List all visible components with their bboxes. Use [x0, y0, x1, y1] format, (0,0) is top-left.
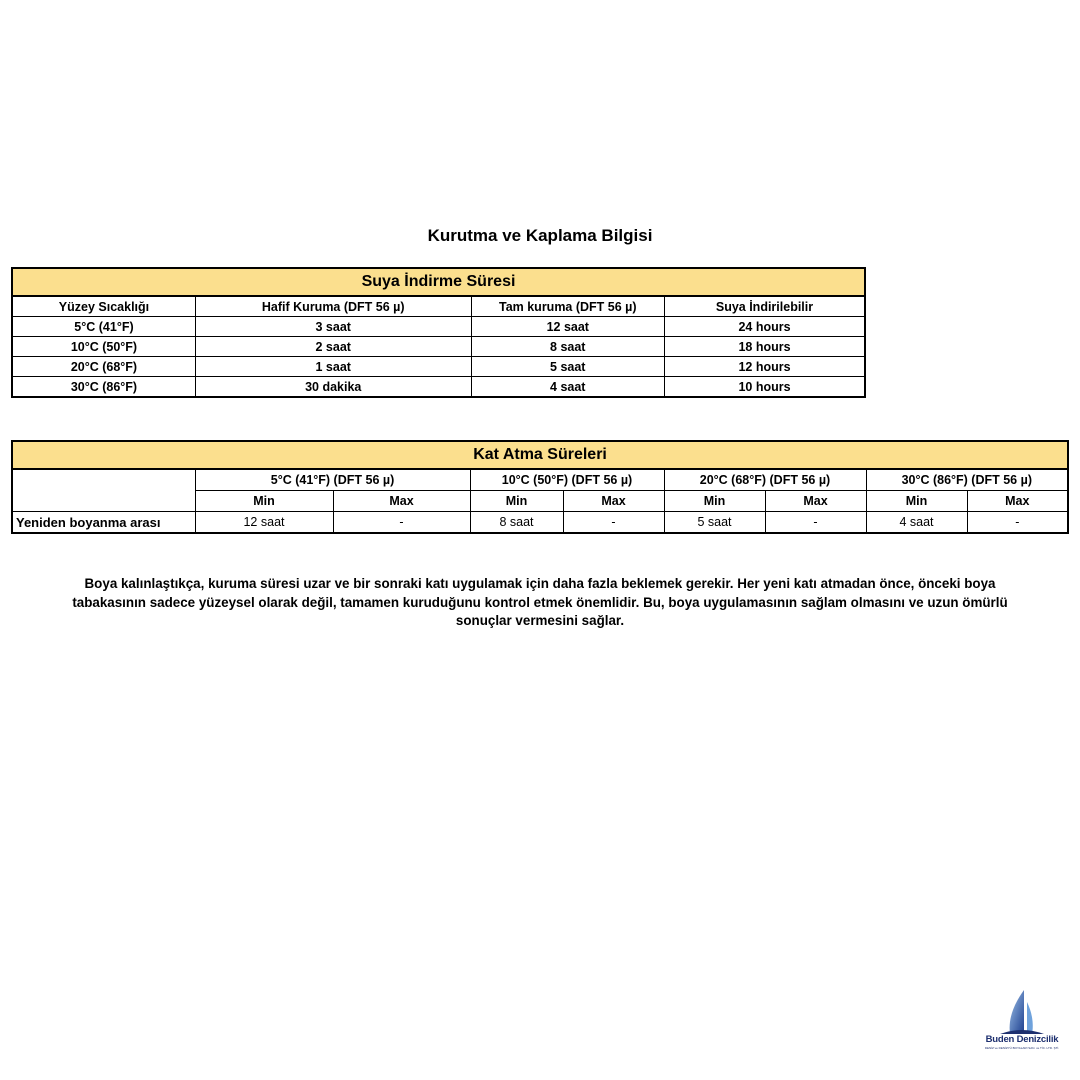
table-row [12, 317, 865, 337]
table-cell: 30°C (86°F) [12, 377, 195, 398]
table-row [12, 512, 1068, 534]
empty-corner-cell [12, 469, 195, 512]
max-value: - [563, 512, 664, 534]
min-header: Min [470, 491, 563, 512]
table-cell: 24 hours [664, 317, 865, 337]
paragraph-line: tabakasının sadece yüzeysel olarak değil, tamamen kuruduğunu kontrol etmek önemlidir. Bu, boya uygulamasının sağlam olmasını ve uzun ömürlü [72, 594, 1008, 610]
table-cell: 4 saat [471, 377, 664, 398]
column-header: Tam kuruma (DFT 56 µ) [471, 296, 664, 317]
recoat-time-table [11, 440, 1069, 534]
table-cell: 3 saat [195, 317, 471, 337]
paragraph-line: Boya kalınlaştıkça, kuruma süresi uzar ve bir sonraki katı uygulamak için daha fazla beklemek gerekir. Her yeni katı atmadan önce, önceki boya [84, 576, 996, 591]
temperature-header: 10°C (50°F) (DFT 56 µ) [470, 469, 664, 491]
table-cell: 5 saat [471, 357, 664, 377]
temperature-header: 20°C (68°F) (DFT 56 µ) [664, 469, 866, 491]
temperature-header: 30°C (86°F) (DFT 56 µ) [866, 469, 1068, 491]
table-cell: 12 saat [471, 317, 664, 337]
min-header: Min [195, 491, 333, 512]
row-label: Yeniden boyanma arası [12, 512, 195, 534]
column-header: Suya İndirilebilir [664, 296, 865, 317]
page-title: Kurutma ve Kaplama Bilgisi [427, 226, 653, 245]
company-logo [972, 988, 1072, 1068]
min-value: 5 saat [664, 512, 765, 534]
table-row [12, 357, 865, 377]
max-header: Max [333, 491, 470, 512]
table-cell: 8 saat [471, 337, 664, 357]
max-header: Max [563, 491, 664, 512]
table-cell: 12 hours [664, 357, 865, 377]
max-header: Max [967, 491, 1068, 512]
min-value: 12 saat [195, 512, 333, 534]
max-value: - [333, 512, 470, 534]
table-row [12, 337, 865, 357]
table-cell: 18 hours [664, 337, 865, 357]
table-cell: 1 saat [195, 357, 471, 377]
paragraph-line: sonuçlar vermesini sağlar. [455, 613, 625, 629]
drying-table-title: Suya İndirme Süresi [12, 268, 865, 296]
max-value: - [967, 512, 1068, 534]
column-header: Hafif Kuruma (DFT 56 µ) [195, 296, 471, 317]
table-cell: 30 dakika [195, 377, 471, 398]
info-paragraph [20, 575, 1060, 631]
temperature-header-row [12, 469, 1068, 491]
drying-table-header-row [12, 296, 865, 317]
table-cell: 10 hours [664, 377, 865, 398]
min-value: 4 saat [866, 512, 967, 534]
sailboat-icon [972, 988, 1072, 1038]
table-cell: 20°C (68°F) [12, 357, 195, 377]
logo-subtitle: DENİZ ve DENİZYÜ BOYALARI SAN. ve TİC. LTD. ŞTİ. [984, 1046, 1060, 1050]
drying-time-table [11, 267, 866, 398]
logo-name: Buden Denizcilik [985, 1034, 1059, 1045]
table-cell: 2 saat [195, 337, 471, 357]
recoat-table-title: Kat Atma Süreleri [12, 441, 1068, 469]
min-header: Min [866, 491, 967, 512]
min-value: 8 saat [470, 512, 563, 534]
table-cell: 10°C (50°F) [12, 337, 195, 357]
temperature-header: 5°C (41°F) (DFT 56 µ) [195, 469, 470, 491]
max-header: Max [765, 491, 866, 512]
min-header: Min [664, 491, 765, 512]
table-cell: 5°C (41°F) [12, 317, 195, 337]
column-header: Yüzey Sıcaklığı [12, 296, 195, 317]
table-row [12, 377, 865, 398]
max-value: - [765, 512, 866, 534]
